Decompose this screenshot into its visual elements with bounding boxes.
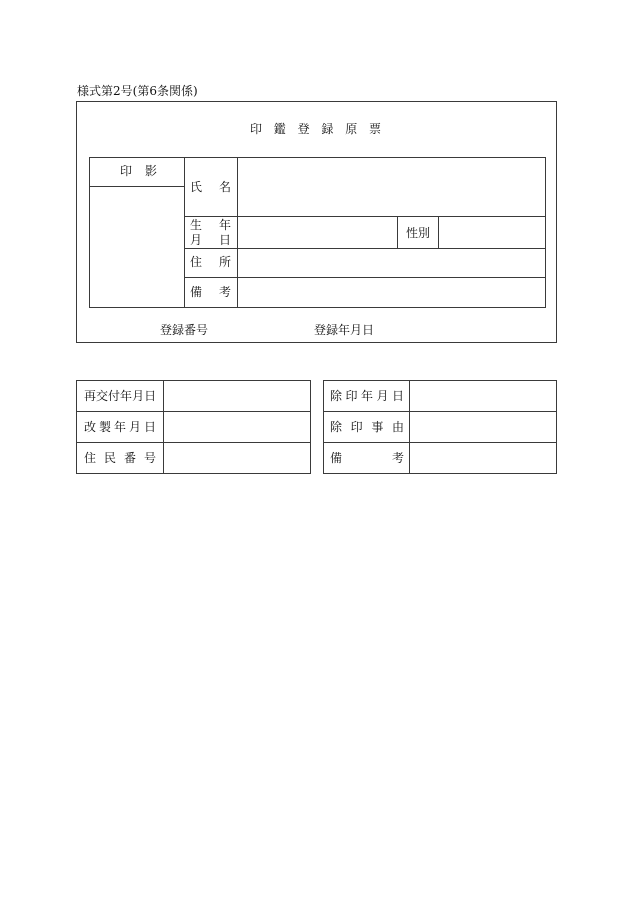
table-row-value-cell xyxy=(409,442,557,474)
label-character: 日 xyxy=(218,233,231,247)
table-row-value-cell xyxy=(409,411,557,443)
table-row-value-cell xyxy=(409,380,557,412)
label-character: 日 xyxy=(143,420,156,434)
label-character: 票 xyxy=(368,122,381,136)
label-character: 備 xyxy=(190,285,203,299)
label-character: 民 xyxy=(103,451,116,465)
label-character: 影 xyxy=(144,164,157,178)
label-character: 製 xyxy=(98,420,111,434)
birth-date-label-line2 xyxy=(190,233,231,247)
table-row-value-cell xyxy=(163,442,311,474)
label-character: 原 xyxy=(345,122,358,136)
label-character: 番 xyxy=(123,451,136,465)
name-value-cell xyxy=(237,157,546,217)
label-character: 年 xyxy=(120,389,133,403)
form-title xyxy=(250,122,381,136)
label-character: 再 xyxy=(84,389,97,403)
deregistration-reason-label xyxy=(330,420,404,434)
reissue-date-label xyxy=(84,389,156,403)
label-character: 印 xyxy=(345,389,358,403)
label-character: 鑑 xyxy=(273,122,286,136)
label-character: 付 xyxy=(108,389,121,403)
registration-date-label: 登録年月日 xyxy=(314,323,375,337)
remarks-label xyxy=(190,285,231,299)
gender-label: 性別 xyxy=(397,216,439,249)
address-value-cell xyxy=(237,248,546,278)
label-character: 録 xyxy=(321,122,334,136)
table-row-value-cell xyxy=(163,380,311,412)
revision-date-label xyxy=(84,420,156,434)
label-character: 生 xyxy=(190,218,203,232)
label-character: 印 xyxy=(120,164,133,178)
label-character: 月 xyxy=(132,389,145,403)
history-remarks-label xyxy=(330,451,404,465)
birth-date-value-cell xyxy=(237,216,398,249)
label-character: 年 xyxy=(360,389,373,403)
label-character: 年 xyxy=(113,420,126,434)
deregistration-date-label xyxy=(330,389,404,403)
seal-impression-label xyxy=(120,164,157,178)
table-row-value-cell xyxy=(163,411,311,443)
label-character: 号 xyxy=(143,451,156,465)
gender-value-cell xyxy=(438,216,546,249)
label-character: 由 xyxy=(391,420,404,434)
form-number: 様式第2号(第6条関係) xyxy=(77,84,198,98)
label-character: 登 xyxy=(297,122,310,136)
label-character: 月 xyxy=(376,389,389,403)
label-character: 名 xyxy=(218,180,231,194)
label-character: 交 xyxy=(96,389,109,403)
label-character: 住 xyxy=(84,451,97,465)
registration-number-label: 登録番号 xyxy=(160,323,209,337)
label-character: 月 xyxy=(128,420,141,434)
label-character: 年 xyxy=(218,218,231,232)
label-character: 印 xyxy=(250,122,263,136)
resident-number-label xyxy=(84,451,156,465)
label-character: 氏 xyxy=(190,180,203,194)
label-character: 除 xyxy=(330,389,343,403)
label-character: 日 xyxy=(144,389,157,403)
label-character: 考 xyxy=(391,451,404,465)
label-character: 月 xyxy=(190,233,203,247)
label-character: 事 xyxy=(371,420,384,434)
label-character: 住 xyxy=(190,255,203,269)
label-character: 所 xyxy=(218,255,231,269)
remarks-value-cell xyxy=(237,277,546,308)
label-character: 除 xyxy=(330,420,343,434)
seal-impression-area xyxy=(89,186,185,308)
label-character: 考 xyxy=(218,285,231,299)
label-character: 改 xyxy=(84,420,97,434)
label-character: 日 xyxy=(391,389,404,403)
birth-date-label-line1 xyxy=(190,218,231,232)
label-character: 印 xyxy=(350,420,363,434)
address-label xyxy=(190,255,231,269)
label-character: 備 xyxy=(330,451,343,465)
name-label xyxy=(190,180,231,194)
